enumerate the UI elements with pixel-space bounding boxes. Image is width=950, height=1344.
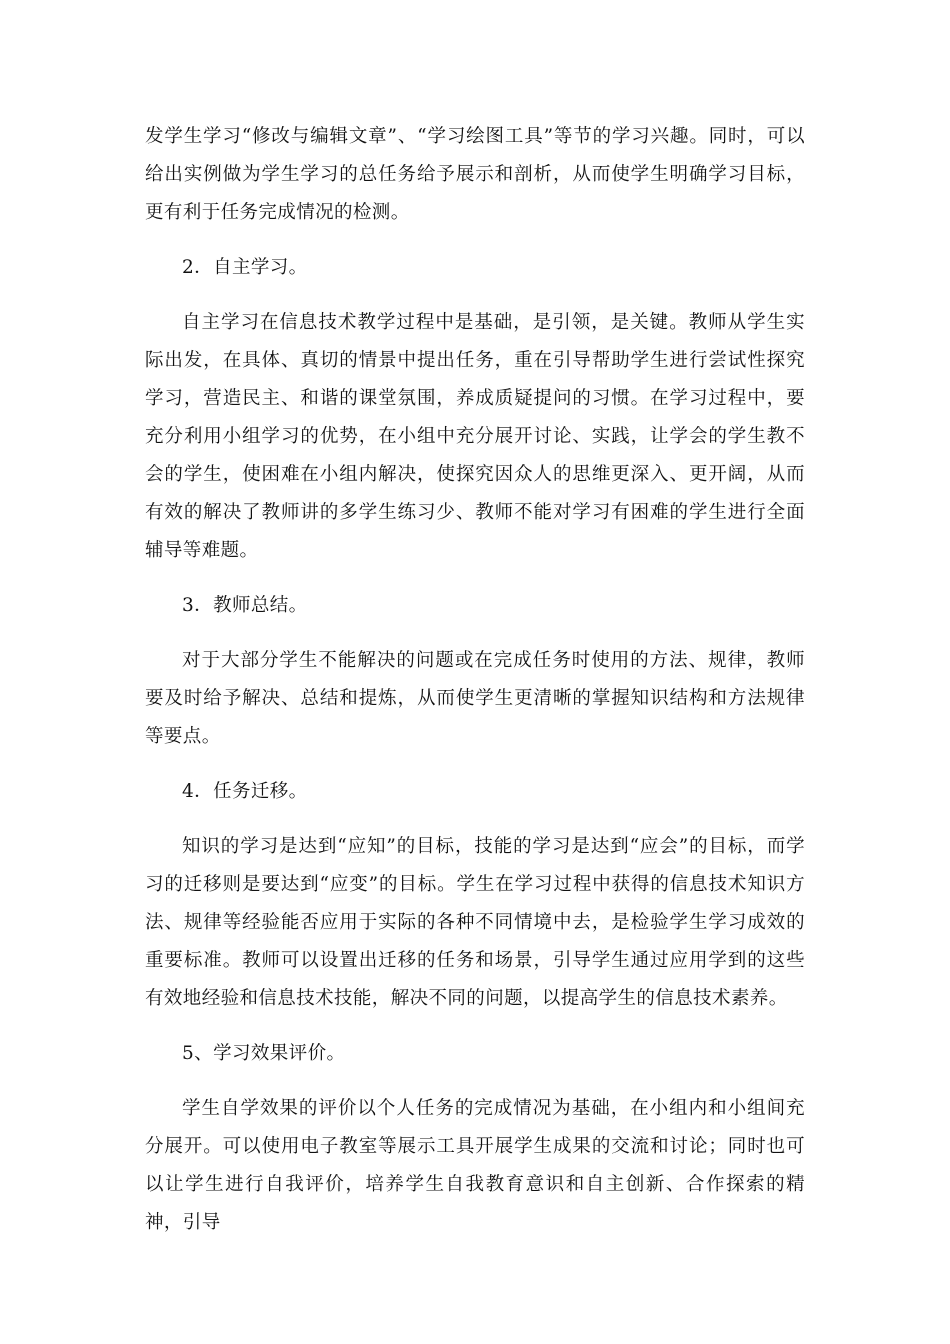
section-heading-4: 4．任务迁移。 [182,781,308,802]
paragraph-self-study: 自主学习在信息技术教学过程中是基础，是引领，是关键。教师从学生实际出发，在具体、真切的情景中提出任务，重在引导帮助学生进行尝试性探究学习，营造民主、和谐的课堂氛围，养成质疑提问的习惯。在学习过程中，要充分利用小组学习的优势，在小组中充分展开讨论、实践，让学会的学生教不会的学生，使困难在小组内解决，使探究因众人的思维更深入、更开阔，从而有效的解决了教师讲的多学生练习少、教师不能对学习有困难的学生进行全面辅导等难题。 [145,312,805,561]
paragraph-teacher-summary: 对于大部分学生不能解决的问题或在完成任务时使用的方法、规律，教师要及时给予解决、总结和提炼，从而使学生更清晰的掌握知识结构和方法规律等要点。 [145,650,805,747]
paragraph-continuation: 发学生学习“修改与编辑文章”、“学习绘图工具”等节的学习兴趣。同时，可以给出实例做为学生学习的总任务给予展示和剖析，从而使学生明确学习目标，更有利于任务完成情况的检测。 [145,126,805,223]
paragraph-evaluation: 学生自学效果的评价以个人任务的完成情况为基础，在小组内和小组间充分展开。可以使用电子教室等展示工具开展学生成果的交流和讨论；同时也可以让学生进行自我评价，培养学生自我教育意识和自主创新、合作探索的精神，引导 [145,1098,805,1233]
section-heading-3: 3．教师总结。 [182,595,308,616]
paragraph-task-transfer: 知识的学习是达到“应知”的目标，技能的学习是达到“应会”的目标，而学习的迁移则是要达到“应变”的目标。学生在学习过程中获得的信息技术知识方法、规律等经验能否应用于实际的各种不同情境中去，是检验学生学习成效的重要标准。教师可以设置出迁移的任务和场景，引导学生通过应用学到的这些有效地经验和信息技术技能，解决不同的问题，以提高学生的信息技术素养。 [145,836,805,1009]
document-page [145,118,805,1259]
section-heading-5: 5、学习效果评价。 [182,1043,346,1064]
section-heading-2: 2．自主学习。 [182,257,308,278]
